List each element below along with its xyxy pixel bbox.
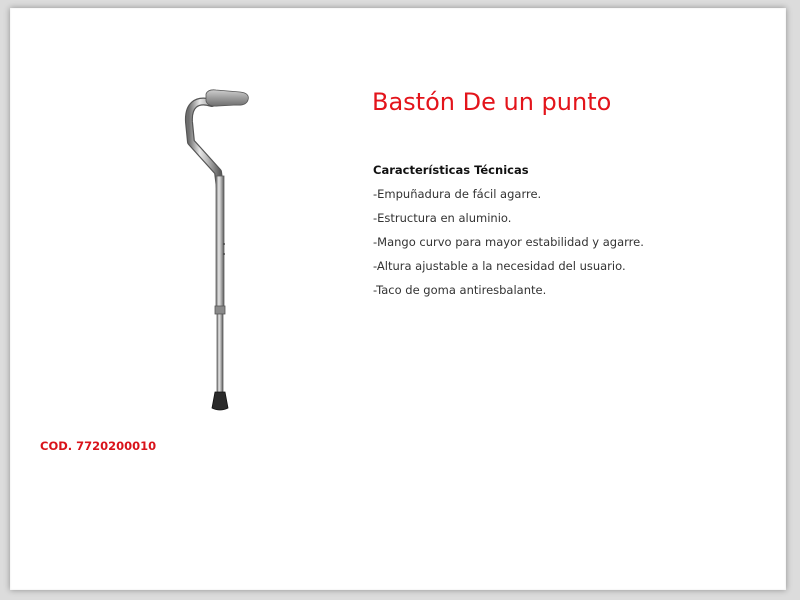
- product-code: COD. 7720200010: [40, 439, 157, 453]
- feature-item: -Empuñadura de fácil agarre.: [373, 187, 542, 201]
- features-section: [373, 158, 644, 302]
- features-heading: Características Técnicas: [373, 163, 529, 177]
- product-title: Bastón De un punto: [372, 88, 612, 116]
- feature-list: [373, 182, 644, 302]
- feature-item: -Taco de goma antiresbalante.: [373, 283, 547, 297]
- feature-item: -Altura ajustable a la necesidad del usuario.: [373, 259, 626, 273]
- walking-cane-image: [160, 84, 270, 418]
- feature-item: -Mango curvo para mayor estabilidad y agarre.: [373, 235, 644, 249]
- product-card: [10, 8, 786, 590]
- feature-item: -Estructura en aluminio.: [373, 211, 512, 225]
